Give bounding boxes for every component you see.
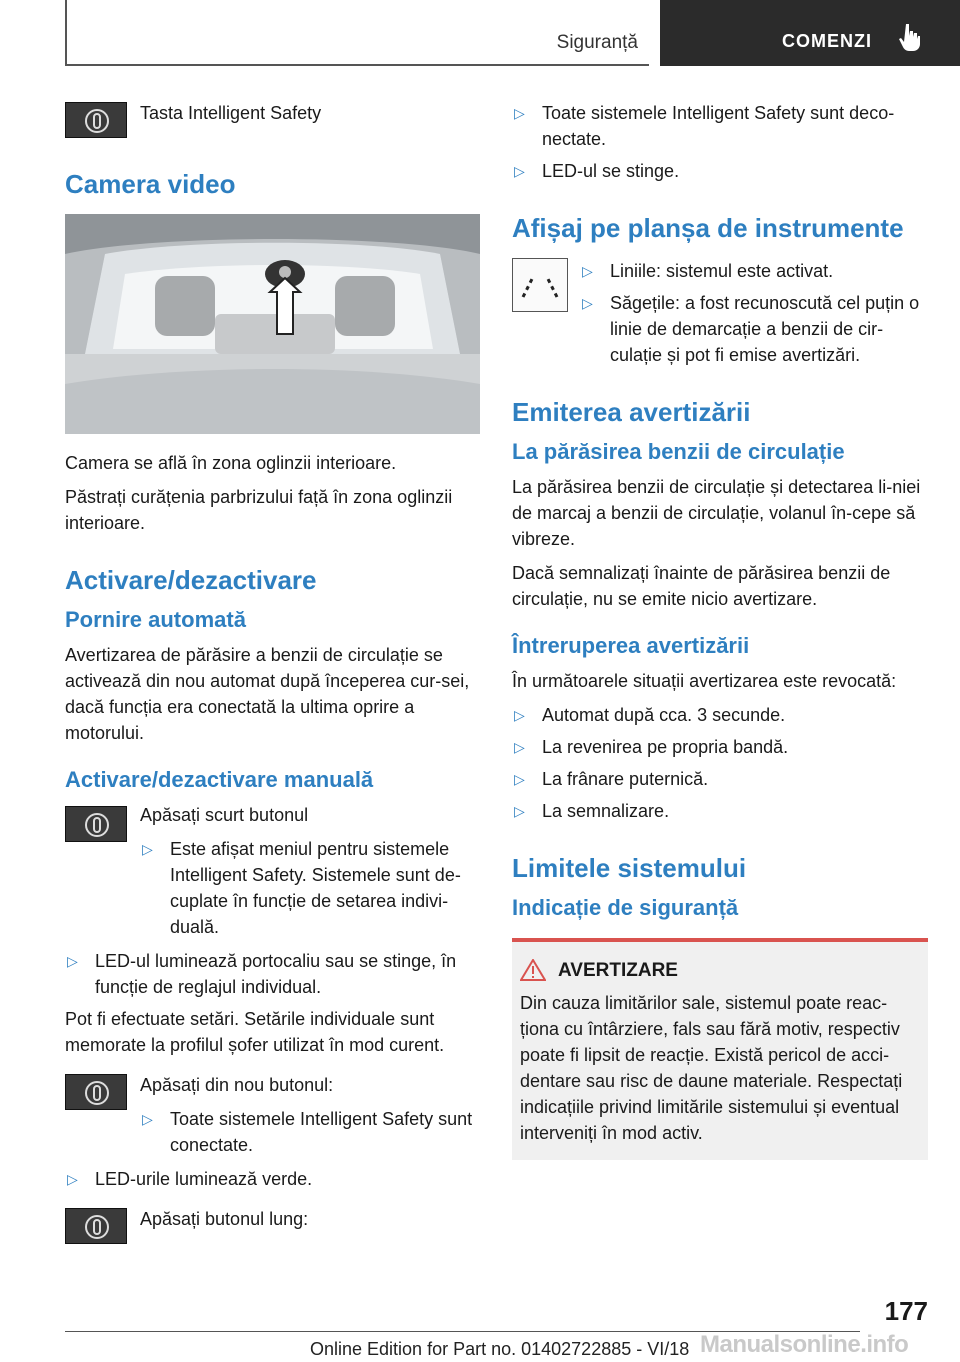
signal-text: Dacă semnalizați înainte de părăsirea benzii de circulație, nu se emite nicio avertizare. (512, 563, 891, 609)
list-item: ▷ La frânare puternică. (512, 766, 928, 792)
press-short-text: Apăsați scurt butonul (140, 805, 309, 825)
lane-lines-icon (512, 258, 568, 312)
settings-text: Pot fi efectuate setări. Setările individuale sunt memorate la profilul șofer utilizat în mod curent. (65, 1009, 445, 1055)
header-border-left (65, 0, 67, 66)
list-item: ▷ LED-ul se stinge. (512, 158, 928, 184)
list-item: ▷ Automat după cca. 3 secunde. (512, 702, 928, 728)
camera-photo (65, 214, 480, 434)
header-section-title: Siguranță (556, 32, 638, 53)
list-item: ▷ La semnalizare. (512, 798, 928, 824)
press-again-row (65, 1072, 480, 1158)
activation-heading: Activare/dezactivare (65, 565, 317, 595)
right-column (512, 100, 928, 1160)
safety-button-caption: Tasta Intelligent Safety (140, 103, 322, 123)
interrupt-intro: În următoarele situații avertizarea este revocată: (512, 671, 897, 691)
press-again-text: Apăsați din nou butonul: (140, 1075, 334, 1095)
page-number: 177 (884, 1296, 928, 1326)
list-item: ▷ Toate sistemele Intelligent Safety sunt deco-nectate. (512, 100, 928, 152)
hand-pointer-icon (898, 22, 922, 52)
left-column (65, 100, 480, 1254)
lane-leaving-heading: La părăsirea benzii de circulație (512, 439, 845, 464)
list-item: ▷ Toate sistemele Intelligent Safety sunt conectate. (140, 1106, 480, 1158)
camera-heading: Camera video (65, 169, 236, 199)
footer-edition: Online Edition for Part no. 01402722885 - VI/18 (310, 1339, 690, 1359)
lane-leaving-text: La părăsirea benzii de circulație și detectarea li-niei de marcaj a benzii de circulație, volanul în-cepe să vibreze. (512, 477, 921, 549)
list-item: ▷ La revenirea pe propria bandă. (512, 734, 928, 760)
auto-start-heading: Pornire automată (65, 607, 246, 632)
header-tab-label: COMENZI (782, 31, 872, 51)
safety-button-icon-2 (65, 806, 127, 842)
manual-heading: Activare/dezactivare manuală (65, 767, 374, 792)
list-item: ▷ Este afișat meniul pentru sistemele Intelligent Safety. Sistemele sunt de-cuplate în funcție de setarea indivi-duală. (140, 836, 480, 940)
press-short-row (65, 802, 480, 940)
safety-button-icon-3 (65, 1074, 127, 1110)
list-item: ▷ Liniile: sistemul este activat. (580, 258, 928, 284)
header-chapter-tab[interactable] (660, 0, 960, 66)
list-item: ▷ LED-ul luminează portocaliu sau se stinge, în funcție de reglajul individual. (65, 948, 480, 1000)
interrupt-heading: Întreruperea avertizării (512, 633, 750, 658)
warning-box (512, 938, 928, 1160)
auto-start-text: Avertizarea de părăsire a benzii de circulație se activează din nou automat după începerea cur-sei, dacă funcția era conectată la ultima oprire a motorului. (65, 645, 470, 743)
header-border-bottom (65, 64, 649, 66)
safety-button-row (65, 100, 480, 140)
limits-heading: Limitele sistemului (512, 853, 747, 883)
warning-text: Din cauza limitărilor sale, sistemul poate reac-ționa cu întârziere, fals sau fără motiv, respectiv poate fi lipsit de reacție. Există pericol de acci-dentare sau risc de daune materiale. Respectați indicațiile privind limitările sistemului și eventual interveniți în mod activ. (520, 993, 903, 1143)
warning-triangle-icon (520, 959, 546, 981)
safety-note-heading: Indicație de siguranță (512, 895, 739, 920)
warning-emission-heading: Emiterea avertizării (512, 397, 751, 427)
list-item: ▷ Săgețile: a fost recunoscută cel puțin o linie de demarcație a benzii de cir-culație și pot fi emise avertizări. (580, 290, 928, 368)
warning-title (520, 958, 920, 984)
list-item: ▷ LED-urile luminează verde. (65, 1166, 480, 1192)
camera-clean-text: Păstrați curățenia parbrizului față în zona oglinzii interioare. (65, 487, 453, 533)
footer-watermark: Manualsonline.info (700, 1331, 909, 1358)
press-long-text: Apăsați butonul lung: (140, 1209, 309, 1229)
warning-title-text: AVERTIZARE (558, 960, 678, 981)
display-row (512, 258, 928, 368)
camera-location-text: Camera se află în zona oglinzii interioare. (65, 453, 397, 473)
intelligent-safety-button-icon (65, 102, 127, 138)
safety-button-icon-4 (65, 1208, 127, 1244)
press-long-row (65, 1206, 480, 1246)
display-heading: Afișaj pe planșa de instrumente (512, 213, 904, 243)
